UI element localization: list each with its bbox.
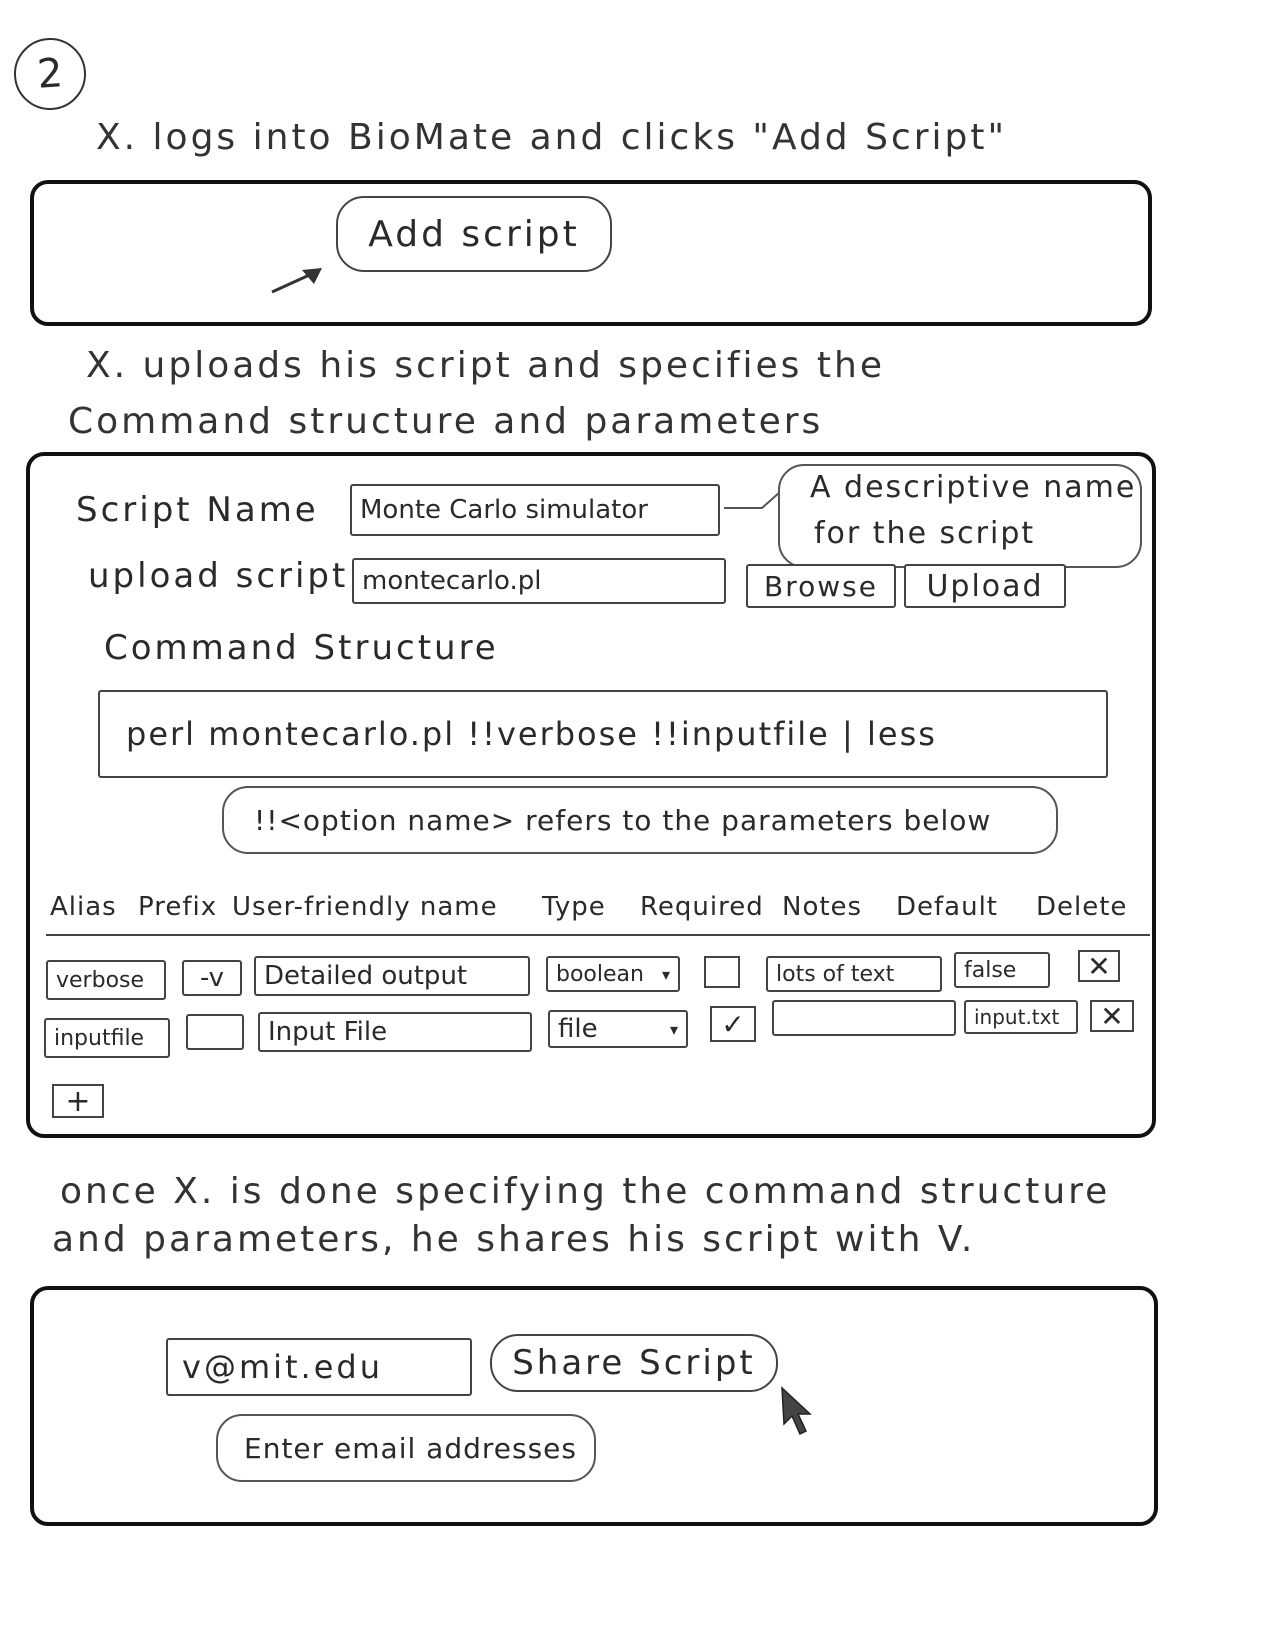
row2-type-value: file: [558, 1014, 598, 1044]
narration-upload-line1: X. uploads his script and specifies the: [86, 345, 885, 386]
col-header-type: Type: [542, 892, 606, 922]
col-header-notes: Notes: [782, 892, 863, 922]
script-name-input[interactable]: Monte Carlo simulator: [350, 484, 720, 536]
row1-prefix-input[interactable]: -v: [182, 960, 242, 996]
chevron-down-icon: ▾: [669, 1019, 678, 1039]
upload-script-label: upload script: [88, 556, 349, 596]
tooltip-line1: A descriptive name: [810, 470, 1137, 505]
upload-file-input[interactable]: montecarlo.pl: [352, 558, 726, 604]
add-parameter-button[interactable]: [52, 1084, 104, 1118]
step-number-text: 2: [35, 50, 65, 98]
command-structure-label: Command Structure: [104, 628, 499, 668]
script-name-tooltip: [778, 464, 1142, 568]
command-hint-bubble: !!<option name> refers to the parameters below: [222, 786, 1058, 854]
step-number: [12, 36, 89, 113]
row1-default-input[interactable]: false: [954, 952, 1050, 988]
share-email-input[interactable]: v@mit.edu: [166, 1338, 472, 1396]
row1-name-input[interactable]: Detailed output: [254, 956, 530, 996]
tooltip-line2: for the script: [814, 516, 1036, 551]
close-icon: ✕: [1100, 999, 1124, 1033]
panel-share-script: [30, 1286, 1158, 1526]
command-structure-input[interactable]: perl montecarlo.pl !!verbose !!inputfile | less: [98, 690, 1108, 778]
col-header-delete: Delete: [1036, 892, 1128, 922]
col-header-required: Required: [640, 892, 764, 922]
col-header-default: Default: [896, 892, 998, 922]
upload-button[interactable]: Upload: [904, 564, 1066, 608]
row2-name-input[interactable]: Input File: [258, 1012, 532, 1052]
col-header-alias: Alias: [50, 892, 117, 922]
row1-alias-input[interactable]: verbose: [46, 960, 166, 1000]
row2-delete-button[interactable]: [1090, 1000, 1134, 1032]
close-icon: ✕: [1087, 949, 1111, 983]
row2-type-select[interactable]: [548, 1010, 688, 1048]
narration-share-line2: and parameters, he shares his script with V.: [52, 1219, 976, 1260]
narration-upload-line2: Command structure and parameters: [68, 401, 824, 442]
row1-required-checkbox[interactable]: [704, 956, 740, 988]
header-divider: [46, 934, 1150, 936]
row1-type-value: boolean: [556, 961, 644, 987]
share-script-button[interactable]: Share Script: [490, 1334, 778, 1392]
add-script-button[interactable]: Add script: [336, 196, 612, 272]
script-name-label: Script Name: [76, 490, 319, 530]
row1-type-select[interactable]: [546, 956, 680, 992]
row2-required-checkbox[interactable]: [710, 1006, 756, 1042]
checkmark-icon: ✓: [721, 1007, 745, 1041]
tooltip-pointer: [722, 490, 782, 530]
row2-prefix-input[interactable]: [186, 1014, 244, 1050]
col-header-user-friendly-name: User-friendly name: [232, 892, 498, 922]
narration-share-line1: once X. is done specifying the command structure: [60, 1171, 1111, 1212]
row2-notes-input[interactable]: [772, 1000, 956, 1036]
browse-button[interactable]: Browse: [746, 564, 896, 608]
col-header-prefix: Prefix: [138, 892, 218, 922]
row1-notes-input[interactable]: lots of text: [766, 956, 942, 992]
cursor-arrow-icon: [266, 262, 330, 298]
plus-icon: +: [65, 1083, 91, 1119]
chevron-down-icon: ▾: [661, 964, 670, 984]
cursor-arrow-icon: [776, 1384, 816, 1438]
email-hint-bubble: Enter email addresses: [216, 1414, 596, 1482]
row1-delete-button[interactable]: [1078, 950, 1120, 982]
row2-default-input[interactable]: input.txt: [964, 1000, 1078, 1034]
row2-alias-input[interactable]: inputfile: [44, 1018, 170, 1058]
narration-login: X. logs into BioMate and clicks "Add Script": [96, 117, 1008, 158]
